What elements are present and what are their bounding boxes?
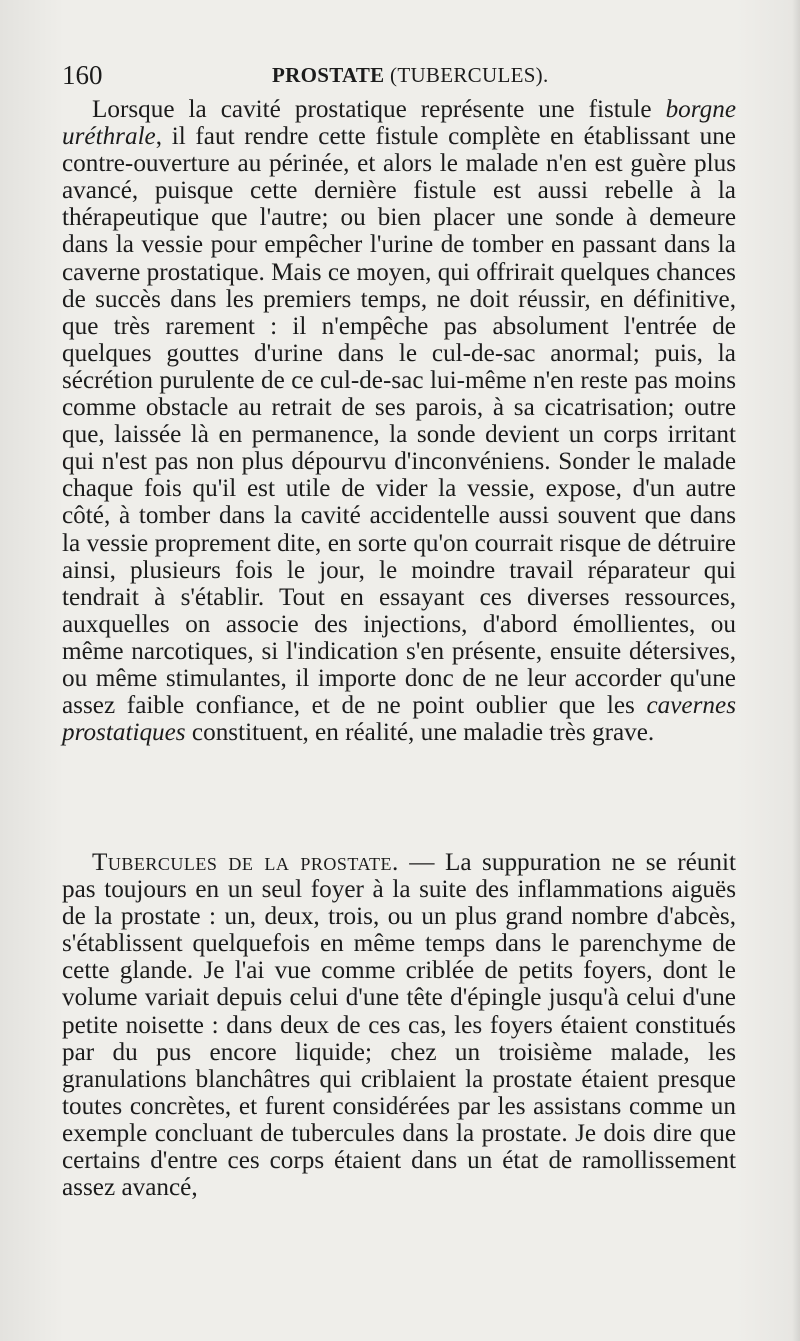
running-title-subtitle: (TUBERCULES). xyxy=(390,63,549,87)
text-run: Lorsque la cavité prostatique représente une fistule xyxy=(92,96,666,123)
running-head xyxy=(62,58,730,92)
text-run: constituent, en réalité, une maladie très grave. xyxy=(185,719,655,747)
running-title-main: PROSTATE xyxy=(272,63,385,87)
text-run: — La suppuration ne se réunit pas toujours en un seul foyer à la suite des inflammations aiguës de la prostate : un, deux, trois, ou un plus grand nombre d'abcès, s'établissent quelquefois en même temps dans le parenchyme de cette glande. Je l'ai vue comme criblée de petits foyers, dont le volume variait depuis celui d'une tête d'épingle jusqu'à celui d'une petite noisette : dans deux de ces cas, les foyers étaient constitués par du pus encore liquide; chez un troisième malade, les granulations blanchâtres qui criblaient la prostate étaient presque toutes concrètes, et furent considérées par les assistans comme un exemple concluant de tubercules dans la prostate. Je dois dire que certains d'entre ces corps étaient dans un état de ramollissement assez avancé, xyxy=(62,849,736,1202)
paragraph-text xyxy=(62,96,736,746)
italic-term: borgne uréthrale xyxy=(62,96,736,151)
text-run: , il faut rendre cette fistule complète en établissant une contre-ouverture au périnée, et alors le malade n'en est guère plus avancé, puisque cette dernière fistule est aussi rebelle à la thérapeutique que l'autre; ou bien placer une sonde à demeure dans la vessie pour empêcher l'urine de tomber en passant dans la caverne prostatique. Mais ce moyen, qui offrirait quelques chances de succès dans les premiers temps, ne doit réussir, en définitive, que très rarement : il n'empêche pas absolument l'entrée de quelques gouttes d'urine dans le cul-de-sac anormal; puis, la sécrétion purulente de ce cul-de-sac lui-même n'en reste pas moins comme obstacle au retrait de ses parois, à sa cicatrisation; outre que, laissée là en permanence, la sonde devient un corps irritant qui n'est pas non plus dépourvu d'inconvéniens. Sonder le malade chaque fois qu'il est utile de vider la vessie, expose, d'un autre côté, à tomber dans la cavité accidentelle aussi souvent que dans la vessie proprement dite, en sorte qu'on courrait risque de détruire ainsi, plusieurs fois le jour, le moindre travail réparateur qui tendrait à s'établir. Tout en essayant ces diverses ressources, auxquelles on associe des injections, d'abord émollientes, ou même narcotiques, si l'indication s'en présente, ensuite détersives, ou même stimulantes, il importe donc de ne leur accorder qu'une assez faible confiance, et de ne point oublier que les xyxy=(62,123,736,720)
section-heading: Tubercules de la prostate. xyxy=(92,849,399,876)
page-number: 160 xyxy=(62,60,103,90)
italic-term: cavernes prostatiques xyxy=(62,692,736,747)
page-edge-shadow xyxy=(792,0,800,1341)
paragraph-tubercles xyxy=(62,849,736,1201)
running-title xyxy=(272,58,549,92)
paragraph-caverns-treatment xyxy=(62,96,736,746)
paragraph-text xyxy=(62,849,736,1201)
